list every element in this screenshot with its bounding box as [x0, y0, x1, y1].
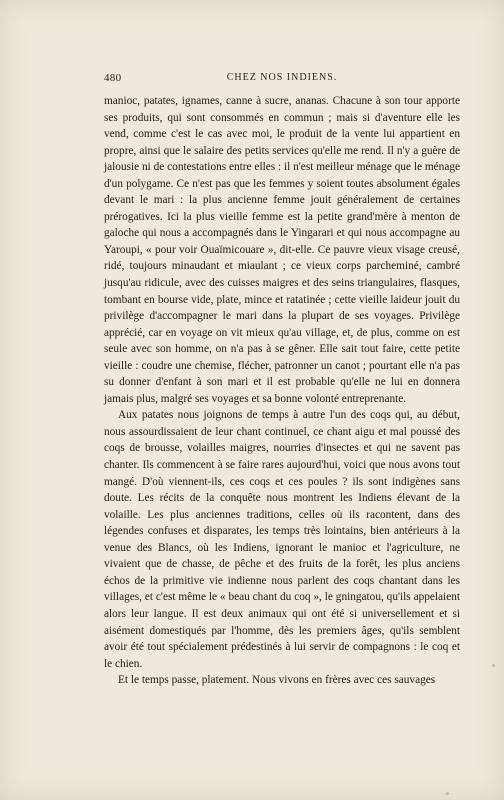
page-number: 480 [104, 72, 122, 84]
page-header [104, 72, 460, 86]
running-title: CHEZ NOS INDIENS. [226, 72, 338, 83]
paragraph: Aux patates nous joignons de temps à autre l'un des coqs qui, au début, nous assourdissaient de leur chant continuel, ce chant aigu et mal poussé des coqs de brousse, volailles maigres, nourries d'insectes et qui ne savent pas chanter. Ils commencent à se faire rares aujourd'hui, voici que nous avons tout mangé. D'où viennent-ils, ces coqs et ces poules ? ils sont indigènes sans doute. Les récits de la conquête nous montrent les Indiens élevant de la volaille. Les plus anciennes traditions, celles où ils racontent, dans des légendes confuses et disparates, les temps très lointains, bien antérieurs à la venue des Blancs, où les Indiens, ignorant le manioc et l'agriculture, ne vivaient que de chasse, de pêche et des fruits de la forêt, les plus anciens échos de la primitive vie indienne nous parlent des coqs chantant dans les villages, et c'est même le « beau chant du coq », le gningatou, qu'ils appelaient alors leur langue. Il est deux animaux qui ont été si universellement et si aisément domestiqués par l'homme, dès les premiers âges, qu'ils semblent avoir été tout spécialement prédestinés à lui servir de compagnons : le coq et le chien. [104, 409, 460, 670]
body-text [104, 93, 460, 689]
paragraph: Et le temps passe, platement. Nous vivons en frères avec ces sauvages [118, 674, 436, 687]
paper-speck [492, 664, 495, 667]
paper-speck [446, 792, 449, 795]
paragraph: manioc, patates, ignames, canne à sucre, ananas. Chacune à son tour apporte ses produits, qui sont consommés en commun ; mais si d'aventure elle les vend, comme c'est le cas avec moi, le produit de la vente lui appartient en propre, ainsi que le salaire des petits services qu'elle me rend. Il n'y a guère de jalousie ni de contestations entre elles : il n'est meilleur ménage que le ménage d'un polygame. Ce n'est pas que les femmes y soient toutes absolument égales devant le mari : la plus ancienne femme jouit généralement de certaines prérogatives. Ici la plus vieille femme est la petite grand'mère à menton de galoche qui nous a accompagnés dans le Yingarari et qui nous accompagne au Yaroupi, « pour voir Ouaïmicouare », dit-elle. Ce pauvre vieux visage creusé, ridé, toujours minaudant et miaulant ; ce vieux corps parcheminé, cambré jusqu'au ridicule, avec des cuisses maigres et des seins triangulaires, flasques, tombant en bourse vide, plate, mince et ratatinée ; cette vieille laideur jouit du privilège d'accompagner le mari dans la plupart de ses voyages. Privilège apprécié, car en voyage on vit mieux qu'au village, et, de plus, comme on est seule avec son homme, on n'a pas à se gêner. Elle sait tout faire, cette petite vieille : coudre une chemise, flécher, patronner un canot ; pourtant elle n'a pas su donner d'enfant à son mari et il est probable qu'elle ne lui en donnera jamais plus, malgré ses voyages et sa bonne volonté entreprenante. [104, 95, 460, 405]
